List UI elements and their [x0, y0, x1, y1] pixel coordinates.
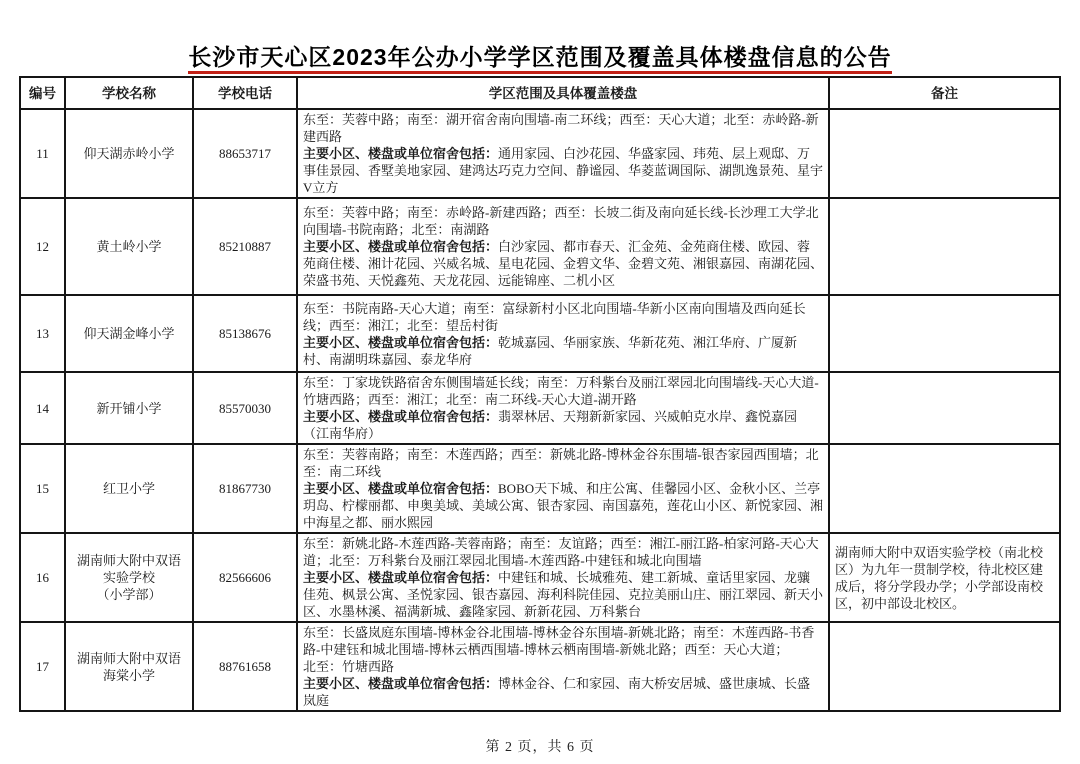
- estates-list: 翡翠林居、天翔新新家园、兴威帕克水岸、鑫悦嘉园（江南华府）: [303, 409, 798, 441]
- header-district-range: 学区范围及具体覆盖楼盘: [297, 77, 829, 109]
- document-page: [18, 0, 1062, 756]
- school-phone: 81867730: [193, 444, 297, 533]
- estates-line: [303, 145, 823, 196]
- estates-label: 主要小区、楼盘或单位宿舍包括：: [303, 334, 499, 350]
- estates-list: 博林金谷、仁和家园、南大桥安居城、盛世康城、长盛岚庭: [303, 676, 811, 708]
- school-name: 红卫小学: [65, 444, 193, 533]
- remark-cell: [829, 444, 1060, 533]
- remark-cell: [829, 295, 1060, 372]
- estates-line: [303, 238, 823, 289]
- estates-label: 主要小区、楼盘或单位宿舍包括：: [303, 570, 499, 585]
- district-range-cell: [297, 198, 829, 295]
- estates-line: [303, 675, 823, 709]
- district-range-cell: [297, 295, 829, 372]
- estates-line: [303, 569, 823, 620]
- estates-line: [303, 334, 823, 368]
- table-row: [20, 444, 1060, 533]
- remark-cell: [829, 109, 1060, 198]
- table-row: [20, 295, 1060, 372]
- estates-label: 主要小区、楼盘或单位宿舍包括：: [303, 409, 499, 424]
- estates-label: 主要小区、楼盘或单位宿舍包括：: [303, 481, 499, 496]
- remark-cell: 湖南师大附中双语实验学校（南北校区）为九年一贯制学校，待北校区建成后，将分学段办学；小学部设南校区，初中部设北校区。: [829, 533, 1060, 622]
- school-phone: 85210887: [193, 198, 297, 295]
- estates-label: 主要小区、楼盘或单位宿舍包括：: [303, 239, 499, 254]
- table-header-row: [20, 77, 1060, 109]
- row-id: 13: [20, 295, 65, 372]
- table-row: [20, 622, 1060, 711]
- boundary-text: 东至：丁家垅铁路宿舍东侧围墙延长线；南至：万科紫台及丽江翠园北向围墙线-天心大道-竹塘西路；西至：湘江；北至：南二环线-天心大道-湖开路: [303, 375, 819, 407]
- school-name: 新开铺小学: [65, 372, 193, 444]
- header-school-name: 学校名称: [65, 77, 193, 109]
- boundary-text: 东至：长盛岚庭东围墙-博林金谷北围墙-博林金谷东围墙-新姚北路；南至：木莲西路-书香路-中建钰和城北围墙-博林云栖西围墙-博林云栖南围墙-新姚北路；西至：天心大道； 北至：竹塘西路: [303, 625, 815, 674]
- remark-cell: [829, 198, 1060, 295]
- school-name: 黄土岭小学: [65, 198, 193, 295]
- row-id: 16: [20, 533, 65, 622]
- row-id: 14: [20, 372, 65, 444]
- table-row: [20, 109, 1060, 198]
- header-remark: 备注: [829, 77, 1060, 109]
- estates-list: 中建钰和城、长城雅苑、建工新城、童话里家园、龙骧佳苑、枫景公寓、圣悦家园、银杏嘉园、海利科院佳园、克拉美丽山庄、丽江翠园、新天小区、水墨林溪、福满新城、鑫隆家园、新新花园、万科紫台: [303, 570, 824, 619]
- boundary-text: 东至：新姚北路-木莲西路-芙蓉南路；南至：友谊路；西至：湘江-丽江路-柏家河路-天心大道；北至：万科紫台及丽江翠园北围墙-木莲西路-中建钰和城北向围墙: [303, 536, 819, 568]
- school-name: 仰天湖金峰小学: [65, 295, 193, 372]
- row-id: 15: [20, 444, 65, 533]
- school-district-table: [19, 76, 1061, 712]
- estates-line: [303, 408, 823, 442]
- row-id: 12: [20, 198, 65, 295]
- school-phone: 85570030: [193, 372, 297, 444]
- title-row: [18, 46, 1062, 74]
- row-id: 17: [20, 622, 65, 711]
- remark-cell: [829, 372, 1060, 444]
- row-id: 11: [20, 109, 65, 198]
- page-title: 长沙市天心区2023年公办小学学区范围及覆盖具体楼盘信息的公告: [188, 46, 891, 74]
- school-phone: 85138676: [193, 295, 297, 372]
- estates-list: 白沙家园、都市春天、汇金苑、金苑商住楼、欧园、蓉苑商住楼、湘计花园、兴威名城、星电花园、金碧文华、金碧文苑、湘银嘉园、南湖花园、荣盛书苑、天悦鑫苑、天龙花园、远能锦座、二机小区: [303, 239, 824, 288]
- district-range-cell: [297, 533, 829, 622]
- school-name: 湖南师大附中双语实验学校 （小学部）: [65, 533, 193, 622]
- page-number-footer: 第 2 页，共 6 页: [485, 740, 595, 755]
- boundary-text: 东至：芙蓉中路；南至：赤岭路-新建西路；西至：长坡二街及南向延长线-长沙理工大学北向围墙-书院南路；北至：南湖路: [303, 205, 819, 237]
- estates-list: BOBO天下城、和庄公寓、佳馨园小区、金秋小区、兰亭玥岛、柠檬丽都、申奥美域、美域公寓、银杏家园、南国嘉苑，莲花山小区、新悦家园、湘中海星之都、丽水熙园: [303, 481, 824, 530]
- remark-cell: [829, 622, 1060, 711]
- school-phone: 88653717: [193, 109, 297, 198]
- estates-line: [303, 480, 823, 531]
- district-range-cell: [297, 109, 829, 198]
- table-row: [20, 533, 1060, 622]
- header-id: 编号: [20, 77, 65, 109]
- estates-list: 乾城嘉园、华丽家族、华新花苑、湘江华府、广厦新村、南湖明珠嘉园、泰龙华府: [303, 334, 798, 367]
- estates-list: 通用家园、白沙花园、华盛家园、玮苑、层上观邸、万事佳景园、香墅美地家园、建鸿达巧克力空间、静谧园、华菱蓝调国际、湖凯逸景苑、星宇V立方: [303, 146, 824, 195]
- header-school-phone: 学校电话: [193, 77, 297, 109]
- district-range-cell: [297, 444, 829, 533]
- district-range-cell: [297, 622, 829, 711]
- table-row: [20, 372, 1060, 444]
- school-phone: 88761658: [193, 622, 297, 711]
- table-row: [20, 198, 1060, 295]
- boundary-text: 东至：芙蓉中路；南至：湖开宿舍南向围墙-南二环线；西至：天心大道；北至：赤岭路-新建西路: [303, 112, 819, 144]
- district-range-cell: [297, 372, 829, 444]
- estates-label: 主要小区、楼盘或单位宿舍包括：: [303, 146, 499, 161]
- school-name: 仰天湖赤岭小学: [65, 109, 193, 198]
- estates-label: 主要小区、楼盘或单位宿舍包括：: [303, 676, 499, 691]
- boundary-text: 东至：芙蓉南路；南至：木莲西路；西至：新姚北路-博林金谷东围墙-银杏家园西围墙；北至：南二环线: [303, 447, 819, 479]
- school-phone: 82566606: [193, 533, 297, 622]
- boundary-text: 东至：书院南路-天心大道；南至：富绿新村小区北向围墙-华新小区南向围墙及西向延长线；西至：湘江；北至：望岳村街: [303, 300, 806, 333]
- school-name: 湖南师大附中双语海棠小学: [65, 622, 193, 711]
